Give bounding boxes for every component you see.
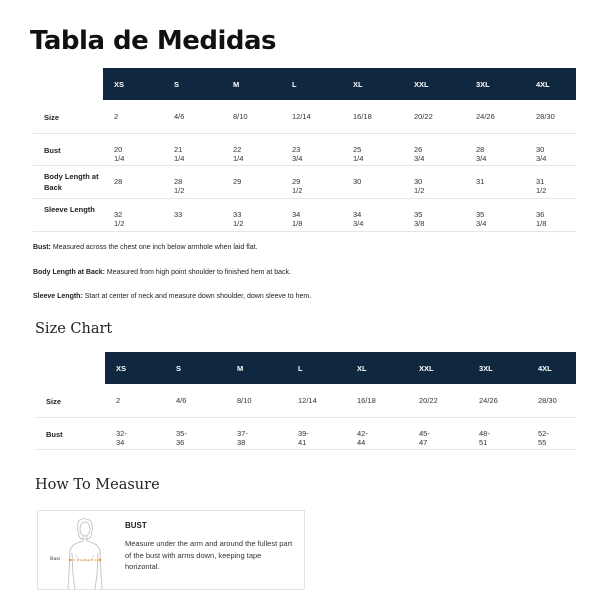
- column-header: S: [176, 364, 182, 373]
- column-header: 3XL: [479, 364, 493, 373]
- table-cell: 2: [116, 396, 121, 405]
- figure-bust-label: Bust: [50, 556, 61, 562]
- table-cell: 16/18: [357, 396, 376, 405]
- row-divider: [35, 449, 576, 450]
- table-cell: 35 3/4: [476, 210, 487, 228]
- table-cell: 28 1/2: [174, 177, 185, 195]
- table-cell: 29: [233, 177, 242, 186]
- bust-measure-card: [37, 510, 305, 590]
- table-cell: 52-55: [538, 429, 549, 447]
- table-cell: 33 1/2: [233, 210, 244, 228]
- table-cell: 39-41: [298, 429, 309, 447]
- table-cell: 35 3/8: [414, 210, 425, 228]
- table-cell: 23 3/4: [292, 145, 303, 163]
- table-cell: 30 3/4: [536, 145, 547, 163]
- measure-title: BUST: [125, 521, 147, 530]
- table-cell: 37-38: [237, 429, 248, 447]
- row-divider: [35, 417, 576, 418]
- row-label: Bust: [46, 430, 63, 439]
- table-cell: 24/26: [476, 112, 495, 121]
- table-cell: 30: [353, 177, 362, 186]
- column-header: XS: [114, 80, 125, 89]
- table-cell: 21 1/4: [174, 145, 185, 163]
- column-header: L: [298, 364, 303, 373]
- note-term: Bust:: [33, 244, 51, 251]
- size-chart-title: Size Chart: [35, 321, 113, 337]
- table-cell: 34 3/4: [353, 210, 364, 228]
- column-header: XXL: [419, 364, 434, 373]
- table-cell: 20 1/4: [114, 145, 125, 163]
- table-cell: 8/10: [233, 112, 248, 121]
- table-cell: 28/30: [536, 112, 555, 121]
- table-cell: 22 1/4: [233, 145, 244, 163]
- table-cell: 20/22: [419, 396, 438, 405]
- table-cell: 29 1/2: [292, 177, 303, 195]
- column-header: M: [237, 364, 244, 373]
- table-cell: 2: [114, 112, 119, 121]
- table-cell: 35-36: [176, 429, 187, 447]
- row-divider: [33, 231, 576, 232]
- row-label: Size: [46, 397, 62, 406]
- table-cell: 8/10: [237, 396, 252, 405]
- table-cell: 12/14: [298, 396, 317, 405]
- note-term: Sleeve Length:: [33, 293, 83, 300]
- table-cell: 33: [174, 210, 183, 219]
- row-divider: [33, 133, 576, 134]
- note-term: Body Length at Back:: [33, 269, 105, 276]
- row-divider: [33, 198, 576, 199]
- column-header: M: [233, 80, 240, 89]
- table-cell: 31: [476, 177, 485, 186]
- table-cell: 48-51: [479, 429, 490, 447]
- table-cell: 12/14: [292, 112, 311, 121]
- measure-description: Measure under the arm and around the fullest part of the bust with arms down, keeping tape horizontal.: [125, 539, 293, 571]
- table-cell: 45-47: [419, 429, 430, 447]
- table-cell: 34 1/8: [292, 210, 303, 228]
- note-text: Start at center of neck and measure down shoulder, down sleeve to hem.: [82, 293, 312, 300]
- column-header: 3XL: [476, 80, 490, 89]
- column-header: 4XL: [538, 364, 552, 373]
- table-cell: 36 1/8: [536, 210, 547, 228]
- row-label: Sleeve Length: [44, 205, 95, 214]
- page-title: Tabla de Medidas: [30, 26, 277, 56]
- note-body-length: [33, 269, 291, 276]
- how-to-measure-title: How To Measure: [35, 477, 160, 493]
- note-text: Measured across the chest one inch below armhole when laid flat.: [50, 244, 258, 251]
- note-sleeve-length: [33, 293, 311, 300]
- table-cell: 20/22: [414, 112, 433, 121]
- table-cell: 16/18: [353, 112, 372, 121]
- column-header: XL: [357, 364, 367, 373]
- table-cell: 28/30: [538, 396, 557, 405]
- row-label: Body Length at Back: [44, 172, 99, 192]
- table-cell: 25 1/4: [353, 145, 364, 163]
- column-header: L: [292, 80, 297, 89]
- table-cell: 4/6: [176, 396, 187, 405]
- column-header: XS: [116, 364, 127, 373]
- column-header: S: [174, 80, 180, 89]
- table-cell: 4/6: [174, 112, 185, 121]
- note-bust: [33, 244, 258, 251]
- table-cell: 28 3/4: [476, 145, 487, 163]
- column-header: XXL: [414, 80, 429, 89]
- bust-figure-illustration: [48, 515, 118, 589]
- row-divider: [33, 165, 576, 166]
- table-cell: 26 3/4: [414, 145, 425, 163]
- row-label: Bust: [44, 146, 61, 155]
- row-label: Size: [44, 113, 60, 122]
- table-cell: 32-34: [116, 429, 127, 447]
- table-cell: 42-44: [357, 429, 368, 447]
- column-header: 4XL: [536, 80, 550, 89]
- column-header: XL: [353, 80, 363, 89]
- table-cell: 28: [114, 177, 123, 186]
- table-cell: 30 1/2: [414, 177, 425, 195]
- table-cell: 24/26: [479, 396, 498, 405]
- table-cell: 31 1/2: [536, 177, 547, 195]
- table-cell: 32 1/2: [114, 210, 125, 228]
- note-text: Measured from high point shoulder to finished hem at back.: [104, 269, 291, 276]
